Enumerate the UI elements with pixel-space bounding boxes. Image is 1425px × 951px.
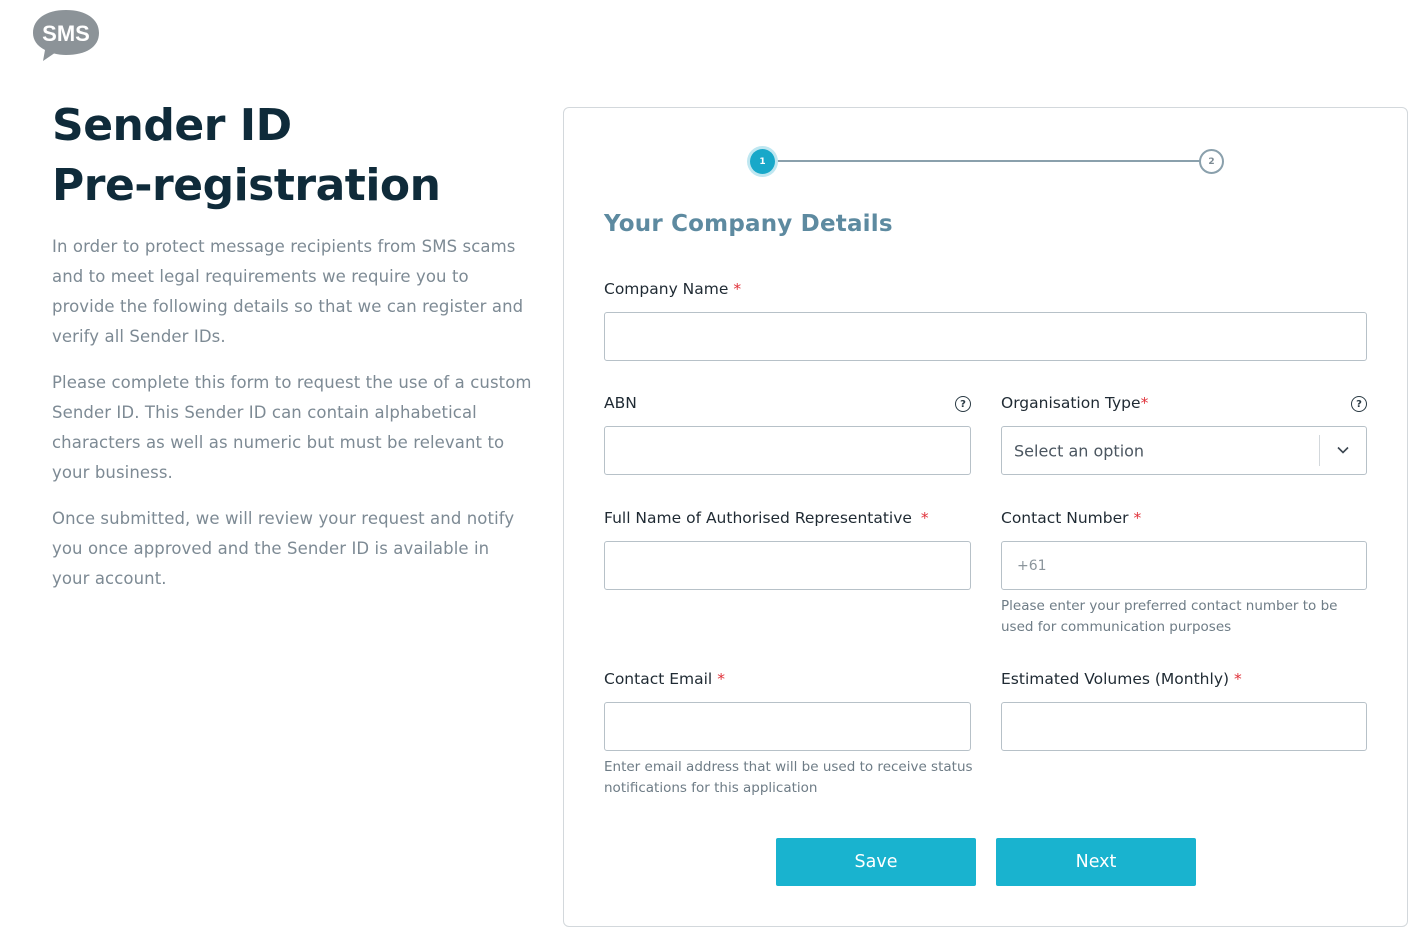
abn-help-icon[interactable]: ? bbox=[955, 396, 971, 412]
form-stepper bbox=[750, 148, 1224, 174]
intro-text bbox=[52, 232, 532, 594]
required-marker: * bbox=[1133, 509, 1142, 527]
organisation-type-label-text: Organisation Type bbox=[1001, 394, 1141, 412]
page-title-line2: Pre-registration bbox=[52, 160, 441, 211]
intro-panel bbox=[52, 96, 532, 610]
contact-number-placeholder: +61 bbox=[1017, 557, 1047, 574]
contact-email-input[interactable] bbox=[604, 702, 971, 751]
representative-input[interactable] bbox=[604, 541, 971, 590]
required-marker: * bbox=[1140, 394, 1149, 412]
save-button[interactable]: Save bbox=[776, 838, 976, 886]
required-marker: * bbox=[1233, 670, 1242, 688]
required-marker: * bbox=[920, 509, 929, 527]
organisation-type-label bbox=[1001, 394, 1148, 412]
representative-label-text: Full Name of Authorised Representative bbox=[604, 509, 912, 527]
intro-paragraph: Once submitted, we will review your request and notify you once approved and the Sender ID is available in your account. bbox=[52, 509, 515, 588]
step-1-indicator[interactable]: 1 bbox=[750, 149, 775, 174]
representative-label bbox=[604, 509, 929, 527]
volumes-input[interactable] bbox=[1001, 702, 1367, 751]
required-marker: * bbox=[717, 670, 725, 688]
section-title: Your Company Details bbox=[604, 211, 893, 237]
contact-number-hint: Please enter your preferred contact number to be used for communication purposes bbox=[1001, 598, 1338, 635]
organisation-type-help-icon[interactable]: ? bbox=[1351, 396, 1367, 412]
logo-text: SMS bbox=[42, 21, 90, 46]
intro-paragraph: Please complete this form to request the use of a custom Sender ID. This Sender ID can contain alphabetical characters as well as numeric but must be relevant to your business. bbox=[52, 373, 532, 482]
registration-form-card bbox=[563, 107, 1408, 927]
volumes-label-text: Estimated Volumes (Monthly) bbox=[1001, 670, 1230, 688]
chevron-down-icon bbox=[1337, 444, 1349, 456]
company-name-label-text: Company Name bbox=[604, 280, 729, 298]
step-2-indicator[interactable]: 2 bbox=[1199, 149, 1224, 174]
abn-input[interactable] bbox=[604, 426, 971, 475]
required-marker: * bbox=[733, 280, 742, 298]
stepper-line bbox=[762, 160, 1212, 162]
company-name-input[interactable] bbox=[604, 312, 1367, 361]
page-title-line1: Sender ID bbox=[52, 100, 292, 151]
contact-email-label-text: Contact Email bbox=[604, 670, 713, 688]
contact-email-label bbox=[604, 670, 725, 688]
contact-number-label-text: Contact Number bbox=[1001, 509, 1129, 527]
abn-label: ABN bbox=[604, 394, 637, 412]
select-divider bbox=[1319, 435, 1320, 466]
next-button[interactable]: Next bbox=[996, 838, 1196, 886]
organisation-type-select[interactable] bbox=[1001, 426, 1367, 475]
organisation-type-selected: Select an option bbox=[1014, 441, 1145, 460]
intro-paragraph: In order to protect message recipients from SMS scams and to meet legal requirements we require you to provide the following details so that we can register and verify all Sender IDs. bbox=[52, 237, 524, 346]
contact-number-label bbox=[1001, 509, 1141, 527]
sms-logo bbox=[31, 8, 101, 62]
contact-number-input[interactable] bbox=[1001, 541, 1367, 590]
contact-email-hint: Enter email address that will be used to receive status notifications for this application bbox=[604, 759, 973, 796]
company-name-label bbox=[604, 280, 741, 298]
volumes-label bbox=[1001, 670, 1242, 688]
